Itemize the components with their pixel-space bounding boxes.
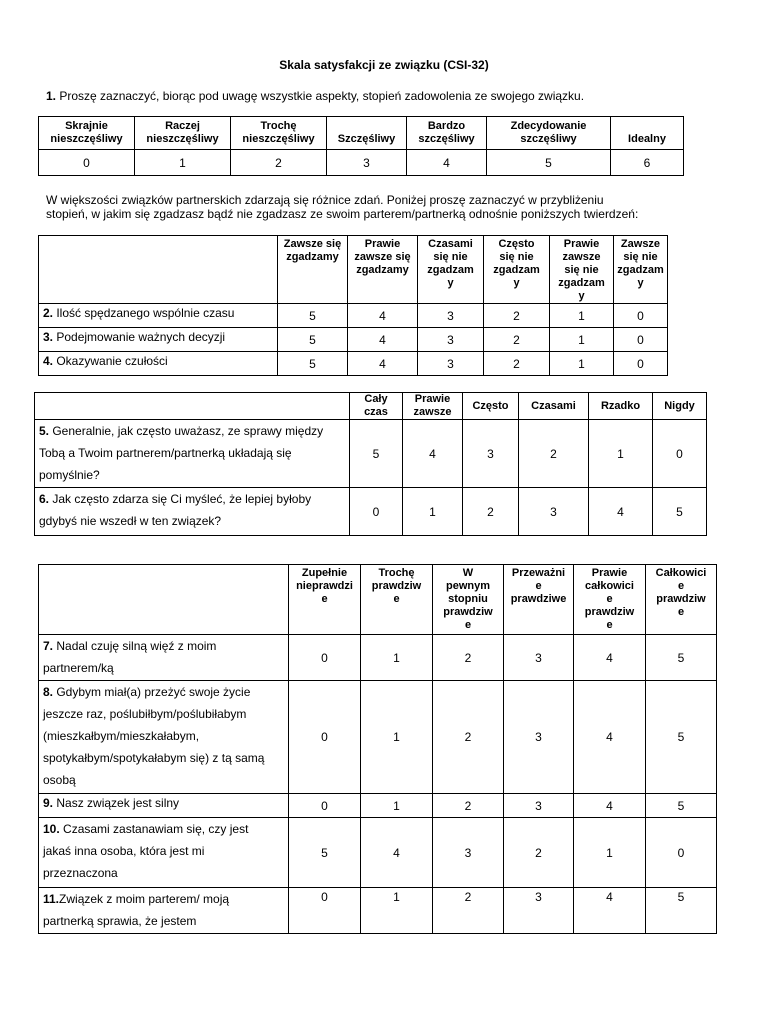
question-1	[46, 89, 584, 103]
value-cell[interactable]: 5	[278, 328, 348, 352]
value-cell[interactable]: 3	[519, 488, 589, 536]
value-cell[interactable]: 4	[348, 328, 418, 352]
page-title: Skala satysfakcji ze związku (CSI-32)	[279, 58, 489, 72]
value-cell[interactable]: 1	[361, 635, 433, 681]
statement-cell: 10. Czasami zastanawiam się, czy jest jakaś inna osoba, która jest mi przeznaczona	[39, 818, 289, 888]
empty-header-cell	[39, 236, 278, 304]
value-cell[interactable]: 0	[39, 150, 135, 176]
value-cell[interactable]: 3	[504, 681, 574, 794]
value-cell[interactable]: 5	[646, 888, 717, 934]
value-cell[interactable]: 4	[589, 488, 653, 536]
statement-cell: 7. Nadal czuję silną więź z moim partnerem/ką	[39, 635, 289, 681]
value-cell[interactable]: 2	[231, 150, 327, 176]
value-cell[interactable]: 3	[504, 794, 574, 818]
value-cell[interactable]: 5	[646, 635, 717, 681]
header-cell: Często się nie zgadzam y	[484, 236, 550, 304]
value-cell[interactable]: 5	[646, 794, 717, 818]
value-cell[interactable]: 5	[278, 304, 348, 328]
header-cell: Zawsze się nie zgadzam y	[614, 236, 668, 304]
value-cell[interactable]: 4	[574, 794, 646, 818]
header-cell: Zdecydowanie szczęśliwy	[487, 117, 611, 150]
value-cell[interactable]: 1	[589, 420, 653, 488]
value-cell[interactable]: 3	[504, 635, 574, 681]
header-cell: Zawsze się zgadzamy	[278, 236, 348, 304]
value-cell[interactable]: 0	[614, 328, 668, 352]
value-cell[interactable]: 1	[361, 888, 433, 934]
value-cell[interactable]: 0	[289, 635, 361, 681]
value-cell[interactable]: 0	[646, 818, 717, 888]
value-cell[interactable]: 2	[433, 888, 504, 934]
value-cell[interactable]: 6	[611, 150, 684, 176]
value-cell[interactable]: 2	[433, 794, 504, 818]
header-cell: Prawie zawsze się zgadzamy	[348, 236, 418, 304]
header-cell: Szczęśliwy	[327, 117, 407, 150]
value-cell[interactable]: 2	[519, 420, 589, 488]
statement-cell: 6. Jak często zdarza się Ci myśleć, że lepiej byłoby gdybyś nie wszedł w ten związek?	[35, 488, 350, 536]
header-cell: Czasami się nie zgadzam y	[418, 236, 484, 304]
value-cell[interactable]: 1	[574, 818, 646, 888]
value-cell[interactable]: 2	[484, 304, 550, 328]
statement-cell: 8. Gdybym miał(a) przeżyć swoje życie jeszcze raz, poślubiłbym/poślubiłabym (mieszkałbym/mieszkałabym, spotykałbym/spotykałabym się) z tą samą osobą	[39, 681, 289, 794]
header-cell: Przeważni e prawdziwe	[504, 565, 574, 635]
frequency-table	[34, 392, 707, 536]
value-cell[interactable]: 0	[653, 420, 707, 488]
value-cell[interactable]: 1	[361, 794, 433, 818]
value-cell[interactable]: 3	[504, 888, 574, 934]
value-cell[interactable]: 4	[574, 888, 646, 934]
statement-cell: 4. Okazywanie czułości	[39, 352, 278, 376]
statement-cell: 3. Podejmowanie ważnych decyzji	[39, 328, 278, 352]
value-cell[interactable]: 4	[361, 818, 433, 888]
value-cell[interactable]: 4	[574, 635, 646, 681]
value-cell[interactable]: 4	[407, 150, 487, 176]
value-cell[interactable]: 5	[646, 681, 717, 794]
header-cell: Trochę nieszczęśliwy	[231, 117, 327, 150]
header-cell: Trochę prawdziw e	[361, 565, 433, 635]
header-cell: Czasami	[519, 393, 589, 420]
header-cell: Prawie zawsze	[403, 393, 463, 420]
value-cell[interactable]: 5	[278, 352, 348, 376]
value-cell[interactable]: 0	[614, 352, 668, 376]
statement-cell: 5. Generalnie, jak często uważasz, ze sprawy między Tobą a Twoim partnerem/partnerką układają się pomyślnie?	[35, 420, 350, 488]
header-cell: Często	[463, 393, 519, 420]
statement-cell: 9. Nasz związek jest silny	[39, 794, 289, 818]
question-number: 1.	[46, 89, 57, 103]
value-cell[interactable]: 3	[418, 352, 484, 376]
value-cell[interactable]: 1	[403, 488, 463, 536]
empty-header-cell	[35, 393, 350, 420]
value-cell[interactable]: 1	[550, 328, 614, 352]
header-cell: Prawie zawsze się nie zgadzam y	[550, 236, 614, 304]
header-cell: Idealny	[611, 117, 684, 150]
value-cell[interactable]: 2	[433, 635, 504, 681]
header-cell: Prawie całkowici e prawdziw e	[574, 565, 646, 635]
statement-cell: 11.Związek z moim parterem/ moją partnerką sprawia, że jestem	[39, 888, 289, 934]
header-cell: Cały czas	[350, 393, 403, 420]
value-cell[interactable]: 0	[289, 681, 361, 794]
value-cell[interactable]: 0	[614, 304, 668, 328]
header-cell: Skrajnie nieszczęśliwy	[39, 117, 135, 150]
header-cell: Bardzo szczęśliwy	[407, 117, 487, 150]
intro-paragraph: W większości związków partnerskich zdarzają się różnice zdań. Poniżej proszę zaznaczyć w przybliżeniu stopień, w jakim się zgadzasz bądź nie zgadzasz ze swoim parterem/partnerką odnośnie poniższych twierdzeń:	[46, 193, 639, 221]
header-cell: Nigdy	[653, 393, 707, 420]
value-cell[interactable]: 4	[403, 420, 463, 488]
value-cell[interactable]: 2	[484, 352, 550, 376]
value-cell[interactable]: 1	[550, 304, 614, 328]
value-cell[interactable]: 4	[348, 352, 418, 376]
value-cell[interactable]: 2	[433, 681, 504, 794]
value-cell[interactable]: 4	[348, 304, 418, 328]
value-cell[interactable]: 3	[418, 328, 484, 352]
value-cell[interactable]: 3	[433, 818, 504, 888]
value-cell[interactable]: 3	[463, 420, 519, 488]
value-cell[interactable]: 1	[135, 150, 231, 176]
value-cell[interactable]: 3	[327, 150, 407, 176]
value-cell[interactable]: 0	[289, 888, 361, 934]
value-cell[interactable]: 5	[289, 818, 361, 888]
statement-cell: 2. Ilość spędzanego wspólnie czasu	[39, 304, 278, 328]
value-cell[interactable]: 5	[487, 150, 611, 176]
header-cell: W pewnym stopniu prawdziw e	[433, 565, 504, 635]
happiness-scale-table	[38, 116, 684, 176]
header-cell: Raczej nieszczęśliwy	[135, 117, 231, 150]
agreement-table	[38, 235, 668, 376]
header-cell: Rzadko	[589, 393, 653, 420]
header-cell: Zupełnie nieprawdzi e	[289, 565, 361, 635]
value-cell[interactable]: 2	[484, 328, 550, 352]
value-cell[interactable]: 4	[574, 681, 646, 794]
value-cell[interactable]: 1	[550, 352, 614, 376]
value-cell[interactable]: 3	[418, 304, 484, 328]
value-cell[interactable]: 2	[463, 488, 519, 536]
value-cell[interactable]: 0	[350, 488, 403, 536]
value-cell[interactable]: 1	[361, 681, 433, 794]
header-cell: Całkowici e prawdziw e	[646, 565, 717, 635]
truth-table	[38, 564, 717, 934]
value-cell[interactable]: 0	[289, 794, 361, 818]
value-cell[interactable]: 5	[653, 488, 707, 536]
empty-header-cell	[39, 565, 289, 635]
value-cell[interactable]: 2	[504, 818, 574, 888]
value-cell[interactable]: 5	[350, 420, 403, 488]
question-text: Proszę zaznaczyć, biorąc pod uwagę wszystkie aspekty, stopień zadowolenia ze swojego związku.	[56, 89, 585, 103]
